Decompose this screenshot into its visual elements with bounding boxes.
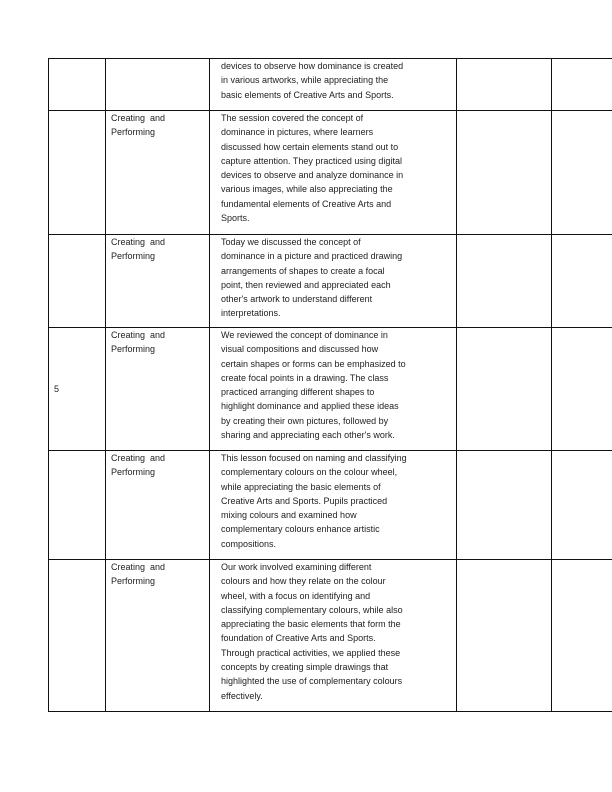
table-row	[49, 328, 612, 451]
description-line: Sports.	[221, 213, 250, 224]
description-line: other's artwork to understand different	[221, 294, 373, 305]
description-line: while appreciating the basic elements of	[221, 481, 381, 492]
description-cell	[210, 328, 457, 451]
description-line: devices to observe and analyze dominance in	[221, 170, 404, 181]
description-line: This lesson focused on naming and classifying	[221, 453, 407, 463]
empty-cell	[457, 451, 552, 560]
description-line: various images, while also appreciating the	[221, 184, 393, 195]
description-cell	[210, 59, 457, 111]
table-row	[49, 451, 612, 560]
description-line: Our work involved examining different	[221, 562, 372, 572]
strand-label: Creating and Performing	[111, 237, 168, 262]
description-line: complementary colours on the colour wheel,	[221, 467, 398, 478]
description-line: sharing and appreciating each other's work.	[221, 430, 395, 441]
description-line: by creating their own pictures, followed by	[221, 415, 389, 426]
description-line: certain shapes or forms can be emphasized to	[221, 358, 406, 369]
description-line: visual compositions and discussed how	[221, 344, 379, 355]
empty-cell	[457, 328, 552, 451]
description-line: point, then reviewed and appreciated each	[221, 279, 391, 290]
strand-cell	[106, 451, 210, 560]
description-line: Creative Arts and Sports. Pupils practiced	[221, 495, 388, 506]
description-line: Today we discussed the concept of	[221, 237, 361, 247]
lesson-notes-table	[48, 58, 612, 712]
strand-cell	[106, 111, 210, 235]
description-line: wheel, with a focus on identifying and	[221, 590, 371, 601]
description-line: concepts by creating simple drawings that	[221, 662, 389, 673]
week-cell	[49, 111, 106, 235]
description-line: discussed how certain elements stand out to	[221, 141, 399, 152]
description-line: capture attention. They practiced using digital	[221, 155, 402, 166]
empty-cell	[552, 451, 612, 560]
strand-cell	[106, 328, 210, 451]
description-line: The session covered the concept of	[221, 113, 364, 123]
strand-cell	[106, 235, 210, 328]
description-line: classifying complementary colours, while also	[221, 604, 403, 615]
week-cell	[49, 560, 106, 712]
description-line: complementary colours enhance artistic	[221, 524, 380, 535]
description-line: create focal points in a drawing. The class	[221, 372, 389, 383]
strand-cell	[106, 59, 210, 111]
table-row	[49, 560, 612, 712]
empty-cell	[552, 111, 612, 235]
description-line: We reviewed the concept of dominance in	[221, 330, 388, 340]
week-cell	[49, 451, 106, 560]
strand-label: Creating and Performing	[111, 453, 168, 478]
description-line: interpretations.	[221, 308, 281, 319]
description-line: compositions.	[221, 538, 277, 549]
empty-cell	[457, 111, 552, 235]
description-line: foundation of Creative Arts and Sports.	[221, 633, 376, 644]
description-line: in various artworks, while appreciating the	[221, 75, 389, 86]
empty-cell	[552, 560, 612, 712]
week-number: 5	[54, 383, 60, 394]
description-line: dominance in pictures, where learners	[221, 127, 374, 138]
table-row	[49, 59, 612, 111]
description-line: mixing colours and examined how	[221, 510, 357, 521]
description-line: devices to observe how dominance is created	[221, 61, 404, 71]
week-cell	[49, 59, 106, 111]
week-cell	[49, 235, 106, 328]
empty-cell	[457, 560, 552, 712]
description-line: arrangements of shapes to create a focal	[221, 265, 385, 276]
empty-cell	[457, 235, 552, 328]
empty-cell	[552, 328, 612, 451]
description-cell	[210, 235, 457, 328]
empty-cell	[457, 59, 552, 111]
description-line: appreciating the basic elements that form the	[221, 619, 401, 630]
week-cell	[49, 328, 106, 451]
description-line: dominance in a picture and practiced drawing	[221, 251, 403, 262]
strand-label: Creating and Performing	[111, 330, 168, 355]
description-cell	[210, 560, 457, 712]
strand-label: Creating and Performing	[111, 113, 168, 138]
description-line: Through practical activities, we applied these	[221, 647, 401, 658]
table-row	[49, 235, 612, 328]
description-line: highlighted the use of complementary colours	[221, 676, 403, 687]
description-line: colours and how they relate on the colour	[221, 576, 386, 587]
empty-cell	[552, 235, 612, 328]
empty-cell	[552, 59, 612, 111]
description-line: fundamental elements of Creative Arts and	[221, 198, 392, 209]
description-line: highlight dominance and applied these ideas	[221, 401, 399, 412]
description-cell	[210, 111, 457, 235]
table-row	[49, 111, 612, 235]
strand-cell	[106, 560, 210, 712]
strand-label: Creating and Performing	[111, 562, 168, 587]
description-cell	[210, 451, 457, 560]
description-line: basic elements of Creative Arts and Sports.	[221, 89, 394, 100]
description-line: effectively.	[221, 690, 263, 701]
description-line: practiced arranging different shapes to	[221, 387, 375, 398]
